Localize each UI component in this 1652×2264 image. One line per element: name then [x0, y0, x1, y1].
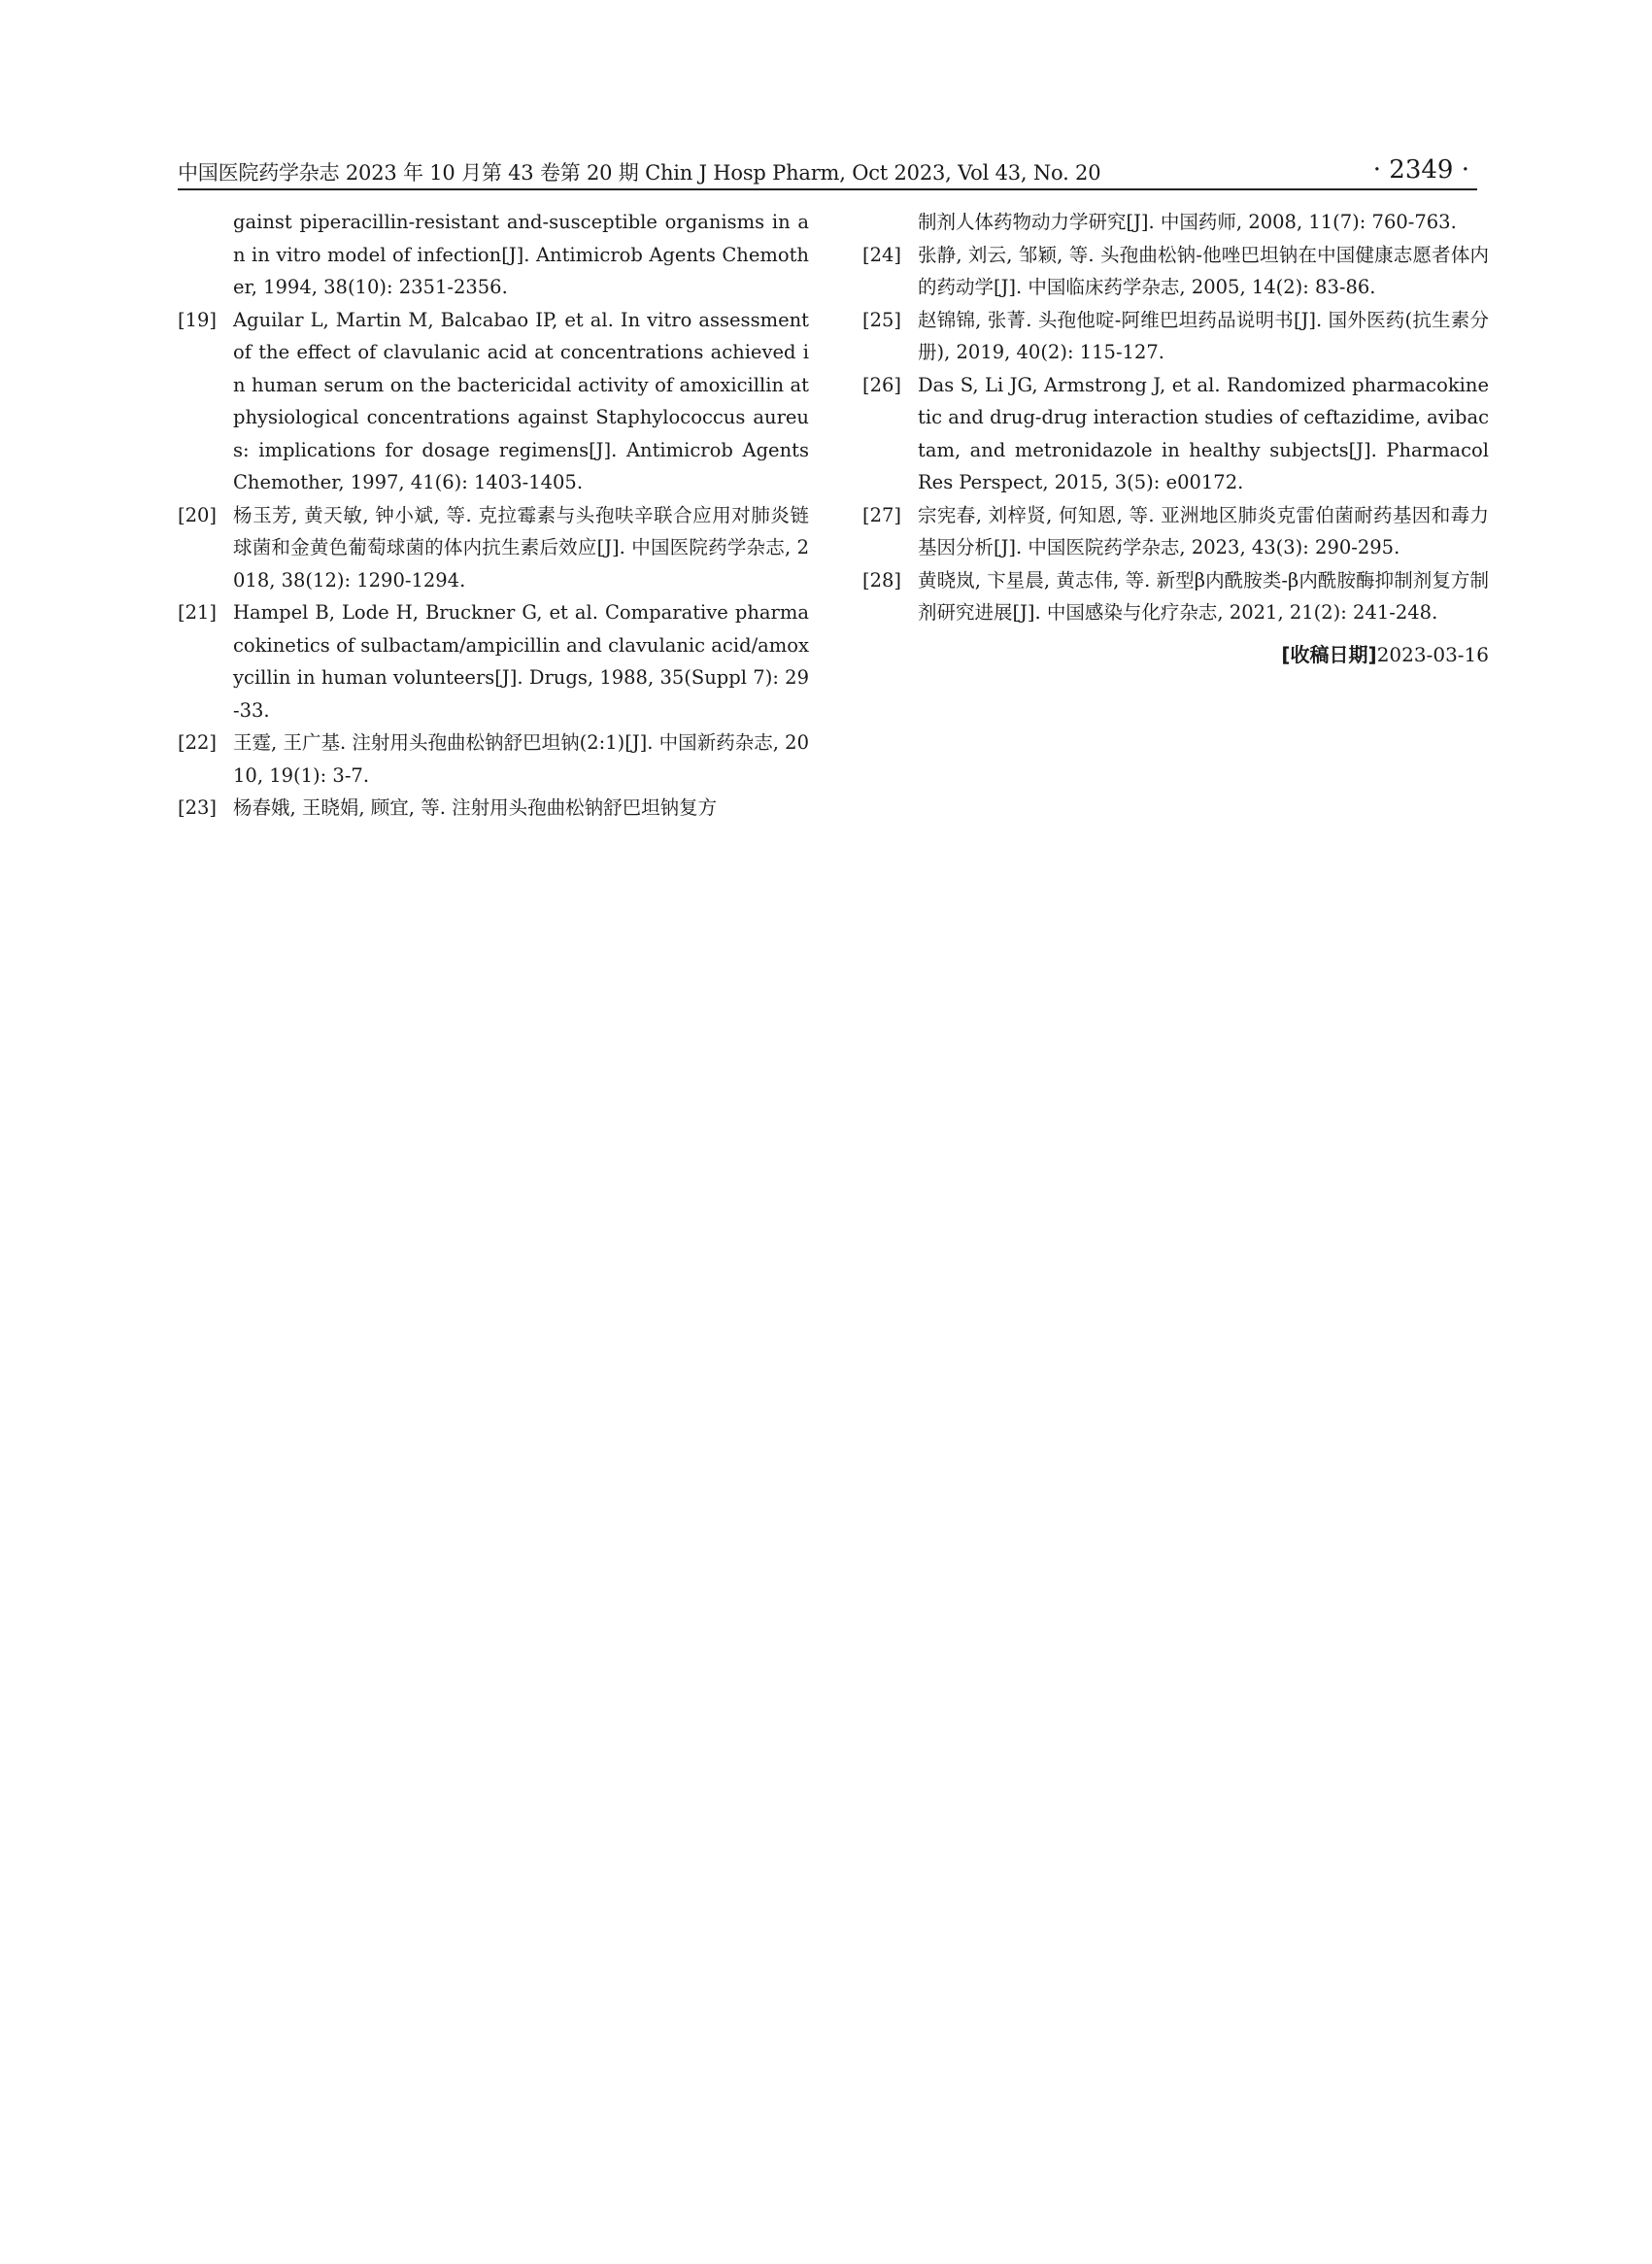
reference-20 — [178, 499, 809, 597]
reference-number: [27] — [862, 503, 902, 526]
reference-28 — [862, 564, 1489, 629]
reference-continuation: gainst piperacillin-resistant and-susceptible organisms in an in vitro model of infection[J]. Antimicrob Agents Chemother, 1994, 38(10): 2351-2356. — [233, 211, 809, 298]
reference-text: 张静, 刘云, 邹颖, 等. 头孢曲松钠-他唑巴坦钠在中国健康志愿者体内的药动学[J]. 中国临床药学杂志, 2005, 14(2): 83-86. — [918, 243, 1489, 298]
reference-23 — [178, 792, 809, 825]
journal-citation: 中国医院药学杂志 2023 年 10 月第 43 卷第 20 期 Chin J Hosp Pharm, Oct 2023, Vol 43, No. 20 — [178, 161, 1101, 185]
reference-26 — [862, 369, 1489, 499]
reference-21 — [178, 596, 809, 727]
reference-number: [22] — [178, 731, 218, 754]
reference-continuation: 制剂人体药物动力学研究[J]. 中国药师, 2008, 11(7): 760-763. — [918, 211, 1457, 233]
left-column — [178, 206, 809, 825]
reference-27 — [862, 499, 1489, 564]
page-number: · 2349 · — [1372, 155, 1469, 185]
reference-24 — [862, 239, 1489, 304]
reference-number: [20] — [178, 503, 218, 526]
reference-number: [23] — [178, 796, 218, 819]
reference-number: [21] — [178, 601, 218, 624]
right-column — [862, 206, 1489, 671]
reference-19 — [178, 304, 809, 499]
reference-number: [28] — [862, 568, 902, 591]
received-date-label: [收稿日期] — [1281, 642, 1377, 666]
reference-text: 赵锦锦, 张菁. 头孢他啶-阿维巴坦药品说明书[J]. 国外医药(抗生素分册), 2019, 40(2): 115-127. — [918, 308, 1489, 363]
reference-22 — [178, 727, 809, 792]
received-date-value: 2023-03-16 — [1376, 642, 1489, 666]
reference-text: 杨春娥, 王晓娟, 顾宜, 等. 注射用头孢曲松钠舒巴坦钠复方 — [233, 796, 718, 819]
reference-text: 王霆, 王广基. 注射用头孢曲松钠舒巴坦钠(2:1)[J]. 中国新药杂志, 2010, 19(1): 3-7. — [233, 731, 809, 787]
running-header — [178, 153, 1477, 190]
reference-number: [25] — [862, 308, 902, 331]
received-date-line — [862, 639, 1489, 672]
reference-number: [19] — [178, 308, 218, 331]
reference-text: 杨玉芳, 黄天敏, 钟小斌, 等. 克拉霉素与头孢呋辛联合应用对肺炎链球菌和金黄色葡萄球菌的体内抗生素后效应[J]. 中国医院药学杂志, 2018, 38(12): 1290-1294. — [233, 503, 809, 591]
reference-text: Aguilar L, Martin M, Balcabao IP, et al. In vitro assessment of the effect of clavulanic acid at concentrations achieved in human serum on the bactericidal activity of amoxicillin at physiological concentrations against Staphylococcus aureus: implications for dosage regimens[J]. Antimicrob Agents Chemother, 1997, 41(6): 1403-1405. — [233, 308, 809, 493]
reference-text: 宗宪春, 刘梓贤, 何知恩, 等. 亚洲地区肺炎克雷伯菌耐药基因和毒力基因分析[J]. 中国医院药学杂志, 2023, 43(3): 290-295. — [918, 503, 1489, 558]
reference-text: Das S, Li JG, Armstrong J, et al. Randomized pharmacokinetic and drug-drug interaction studies of ceftazidime, avibactam, and metronidazole in healthy subjects[J]. Pharmacol Res Perspect, 2015, 3(5): e00172. — [918, 373, 1489, 493]
reference-25 — [862, 304, 1489, 369]
reference-number: [24] — [862, 243, 902, 266]
reference-text: Hampel B, Lode H, Bruckner G, et al. Comparative pharmacokinetics of sulbactam/ampicillin and clavulanic acid/amoxycillin in human volunteers[J]. Drugs, 1988, 35(Suppl 7): 29-33. — [233, 601, 809, 722]
reference-number: [26] — [862, 373, 902, 396]
reference-text: 黄晓岚, 卞星晨, 黄志伟, 等. 新型β内酰胺类-β内酰胺酶抑制剂复方制剂研究进展[J]. 中国感染与化疗杂志, 2021, 21(2): 241-248. — [918, 568, 1489, 624]
